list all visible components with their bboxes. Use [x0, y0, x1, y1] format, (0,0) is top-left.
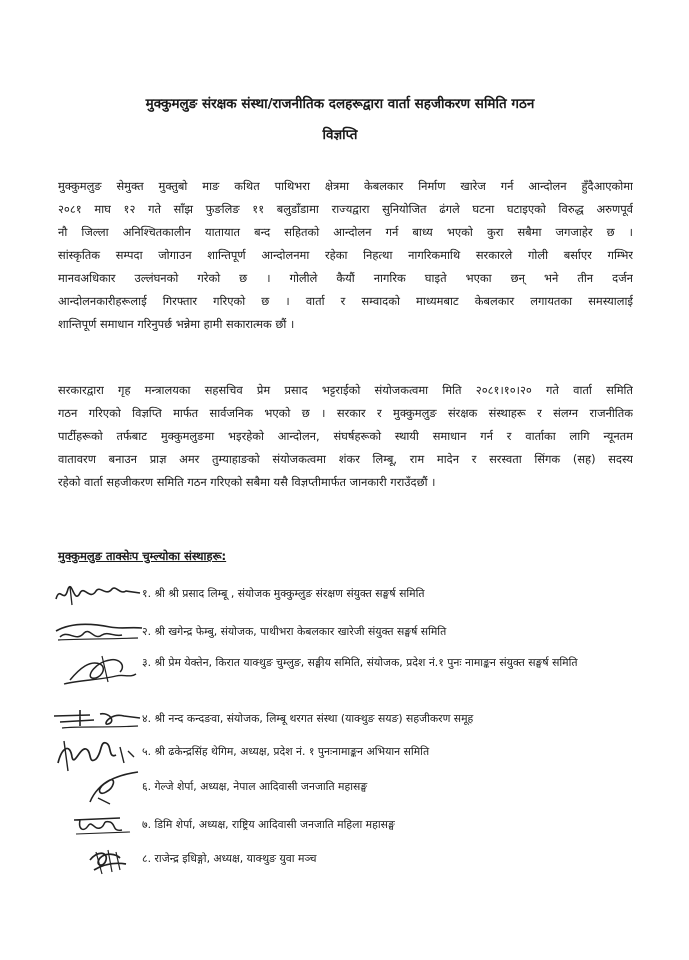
signatory-text: ८. राजेन्द्र इधिङ्गो, अध्यक्ष, याक्थुङ युवा मञ्च [142, 852, 317, 865]
handwritten-signature [50, 840, 145, 884]
paragraph-line: २०८१ माघ १२ गते साँझ फुङलिङ ११ बलुडाँडामा राज्यद्वारा सुनियोजित ढंगले घटना घटाइएको विरुद्ध अरुणपूर्व [58, 202, 633, 216]
handwritten-signature [50, 575, 145, 613]
paragraph-line: नौ जिल्ला अनिश्चितकालीन यातायात बन्द सहितको आन्दोलन गर्न बाध्य भएको कुरा सबैमा जगजाहेर छ । [58, 225, 633, 239]
signatory-text: ६. गेल्जे शेर्पा, अध्यक्ष, नेपाल आदिवासी जनजाति महासङ्घ [142, 780, 368, 793]
signatory-text: ३. श्री प्रेम येक्तेन, किरात याक्थुङ चुम्लुङ, सङ्घीय समिति, संयोजक, प्रदेश नं.१ पुनः नामाङ्कन संयुक्त सङ्घर्ष समिति [142, 656, 578, 669]
paragraph-line: आन्दोलनकारीहरूलाई गिरफ्तार गरिएको छ । वार्ता र सम्वादको माध्यमबाट केबलकार लगायतका समस्यालाई [58, 294, 633, 308]
signatory-row [50, 575, 640, 615]
body-paragraph-1 [58, 175, 633, 336]
paragraph-line: पार्टीहरूको तर्फबाट मुक्कुमलुङमा भइरहेको आन्दोलन, संघर्षहरूको स्थायी समाधान गर्न र वार्ताका लागि न्यूनतम [58, 429, 633, 443]
signatory-text: ५. श्री ढकेन्द्रसिंह थेगिम, अध्यक्ष, प्रदेश नं. १ पुनःनामाङ्कन अभियान समिति [142, 745, 430, 758]
handwritten-signature [50, 650, 145, 694]
paragraph-line: शान्तिपूर्ण समाधान गरिनुपर्छ भन्नेमा हामी सकारात्मक छौं । [58, 317, 295, 331]
paragraph-line: मुक्कुमलुङ सेमुक्त मुक्तुबो माङ कथित पाथिभरा क्षेत्रमा केबलकार निर्माण खारेज गर्न आन्दोलन हुँदैआएकोमा [58, 179, 633, 193]
paragraph-line: वातावरण बनाउन प्राज्ञ अमर तुम्याहाङको संयोजकत्वमा शंकर लिम्बू, राम मादेन र सरस्वता सिंगक (सह) सदस्य [58, 452, 633, 466]
paragraph-line: गठन गरिएको विज्ञप्ति मार्फत सार्वजनिक भएको छ । सरकार र मुक्कुमलुङ संरक्षक संस्थाहरू र संलग्न राजनीतिक [58, 406, 633, 420]
paragraph-line: रहेको वार्ता सहजीकरण समिति गठन गरिएको सबैमा यसै विज्ञप्तीमार्फत जानकारी गराउँदछौं । [58, 475, 436, 489]
signatory-row [50, 613, 640, 653]
handwritten-signature [50, 613, 145, 651]
handwritten-signature [50, 806, 145, 844]
paragraph-line: सांस्कृतिक सम्पदा जोगाउन शान्तिपूर्ण आन्दोलनमा रहेका निहत्था नागरिकमाथि सरकारले गोली बर्साएर गम्भिर [58, 248, 633, 262]
paragraph-line: सरकारद्वारा गृह मन्त्रालयका सहसचिव प्रेम प्रसाद भट्टराईको संयोजकत्वमा मिति २०८१।१०।२० गते वार्ता समिति [58, 383, 633, 397]
signatory-text: ४. श्री नन्द कन्दङवा, संयोजक, लिम्बू थरगत संस्था (याक्थुङ सयङ) सहजीकरण समूह [142, 712, 474, 725]
signatory-row [50, 650, 640, 696]
signatories-heading: मुक्कुमलुङ ताक्सेःप चुम्ल्योका संस्थाहरू: [58, 549, 227, 563]
signatory-text: १. श्री श्री प्रसाद लिम्बू , संयोजक मुक्कुम्लुङ संरक्षण संयुक्त सङ्घर्ष समिति [142, 587, 425, 600]
paragraph-line: मानवअधिकार उल्लंघनको गरेको छ । गोलीले कैयौं नागरिक घाइते भएका छन् भने तीन दर्जन [58, 271, 633, 285]
notice-subtitle: विज्ञप्ति [322, 127, 358, 143]
signatory-row [50, 840, 640, 884]
signatory-text: २. श्री खगेन्द्र फेम्बु, संयोजक, पाथीभरा केबलकार खारेजी संयुक्त सङ्घर्ष समिति [142, 625, 447, 638]
notice-title: मुक्कुमलुङ संरक्षक संस्था/राजनीतिक दलहरूद्वारा वार्ता सहजीकरण समिति गठन [145, 96, 535, 112]
body-paragraph-2 [58, 379, 633, 494]
signatory-text: ७. डिमि शेर्पा, अध्यक्ष, राष्ट्रिय आदिवासी जनजाति महिला महासङ्घ [142, 818, 395, 831]
